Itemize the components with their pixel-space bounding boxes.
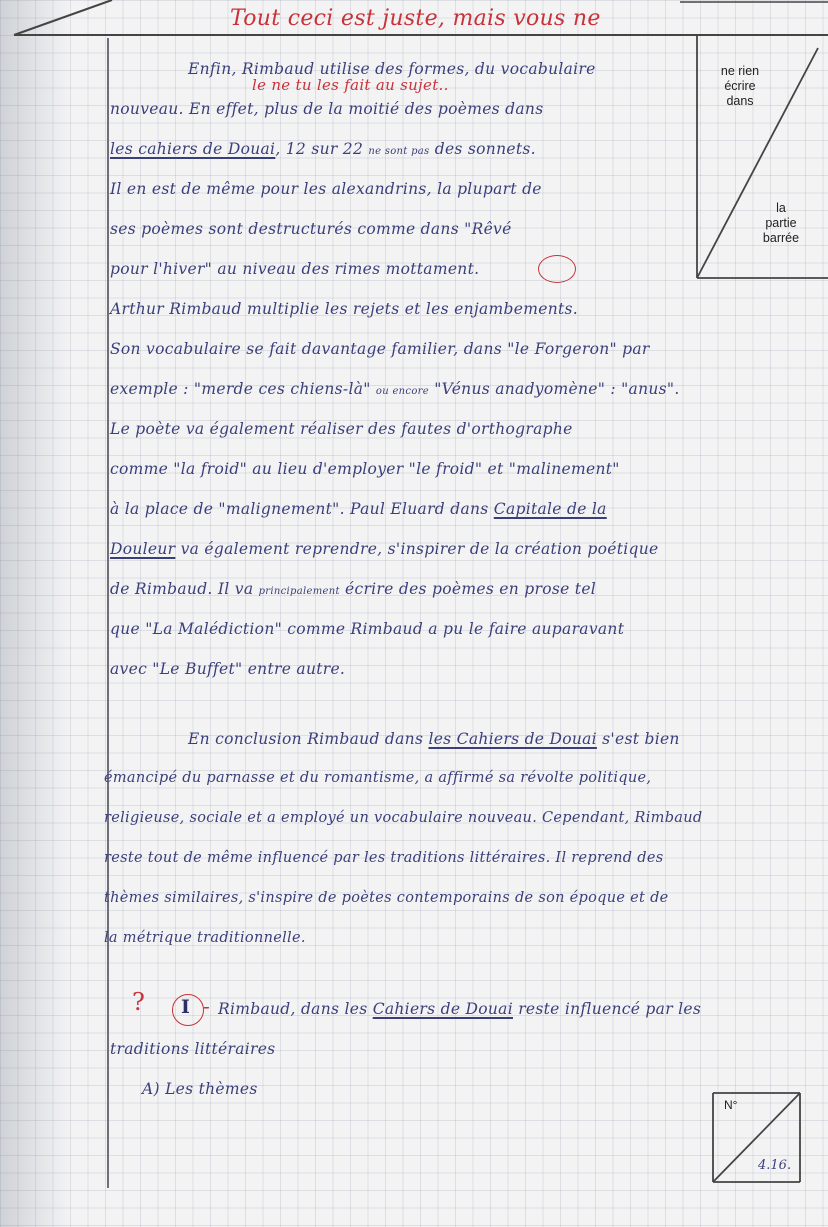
p1-line-16: avec "Le Buffet" entre autre. — [110, 660, 346, 678]
part1-title-c: reste influencé par les — [518, 1000, 702, 1018]
p1-line-4: Il en est de même pour les alexandrins, la plupart de — [110, 180, 542, 198]
p1-line-7: Arthur Rimbaud multiplie les rejets et les enjambements. — [110, 300, 578, 318]
p1-line-14 — [110, 580, 596, 598]
barred-line-2: partie — [765, 216, 797, 230]
p1-line-15: que "La Malédiction" comme Rimbaud a pu le faire auparavant — [110, 620, 625, 638]
title-cahiers-de-douai: les cahiers de Douai — [110, 140, 276, 158]
title-capitale-de-la: Capitale de la — [493, 500, 607, 518]
p1-line-14-c: écrire des poèmes en prose tel — [345, 580, 597, 598]
page-number-label: N° — [724, 1098, 738, 1112]
no-write-line-3: dans — [726, 94, 754, 108]
part1-title-line-2: traditions littéraires — [110, 1040, 276, 1058]
barred-area-label — [748, 201, 814, 246]
teacher-comment-inline: le ne tu les fait au sujet.. — [252, 76, 449, 94]
p1-line-3-insert: ne sont pas — [368, 146, 430, 157]
p1-line-14-insert: principalement — [258, 586, 340, 597]
p1-line-3-count: , 12 sur 22 — [275, 140, 364, 158]
p1-line-14-a: de Rimbaud. Il va — [110, 580, 254, 598]
conclusion-line-1 — [188, 730, 680, 748]
part1-title-a: Rimbaud, dans les — [218, 1000, 368, 1018]
p1-line-5: ses poèmes sont destructurés comme dans "Rêvé — [110, 220, 512, 238]
barred-line-1: la — [776, 201, 786, 215]
title-cahiers-de-douai-2: les Cahiers de Douai — [428, 730, 597, 748]
part1-title-line-1 — [218, 1000, 701, 1018]
page-number-value: 4.16. — [758, 1158, 792, 1173]
conclusion-line-6: la métrique traditionnelle. — [104, 930, 306, 946]
conclusion-line-1-c: s'est bien — [602, 730, 680, 748]
p1-line-9-c: "Vénus anadyomène" : "anus". — [434, 380, 680, 398]
p1-line-13 — [110, 540, 659, 558]
p1-line-12-a: à la place de "malignement". Paul Eluard dans — [110, 500, 489, 518]
conclusion-line-4: reste tout de même influencé par les traditions littéraires. Il reprend des — [104, 850, 664, 866]
p1-line-13-b: va également reprendre, s'inspirer de la création poétique — [180, 540, 659, 558]
barred-line-3: barrée — [762, 231, 800, 245]
teacher-question-mark: ? — [132, 988, 146, 1016]
conclusion-line-1-a: En conclusion Rimbaud dans — [188, 730, 424, 748]
p1-line-10: Le poète va également réaliser des fautes d'orthographe — [110, 420, 573, 438]
no-write-box-label — [700, 64, 780, 109]
title-cahiers-de-douai-3: Cahiers de Douai — [372, 1000, 513, 1018]
p1-line-3 — [110, 140, 536, 158]
no-write-line-1: ne rien — [720, 64, 760, 78]
p1-line-9-a: exemple : "merde ces chiens-là" — [110, 380, 371, 398]
numeral-arrow: - — [203, 994, 211, 1018]
p1-line-1: Enfin, Rimbaud utilise des formes, du vocabulaire — [188, 60, 596, 78]
subsection-a-title: A) Les thèmes — [142, 1080, 258, 1098]
p1-line-8: Son vocabulaire se fait davantage familier, dans "le Forgeron" par — [110, 340, 650, 358]
conclusion-line-2: émancipé du parnasse et du romantisme, a affirmé sa révolte politique, — [104, 770, 652, 786]
p1-line-9-insert: ou encore — [375, 386, 429, 397]
p1-line-12 — [110, 500, 607, 518]
p1-line-11: comme "la froid" au lieu d'employer "le froid" et "malinement" — [110, 460, 620, 478]
teacher-circle-mark — [538, 255, 576, 283]
title-douleur: Douleur — [110, 540, 176, 558]
p1-line-3-end: des sonnets. — [434, 140, 536, 158]
conclusion-line-3: religieuse, sociale et a employé un vocabulaire nouveau. Cependant, Rimbaud — [104, 810, 703, 826]
p1-line-9 — [110, 380, 680, 398]
part-numeral: I — [181, 996, 191, 1018]
teacher-comment-header: Tout ceci est juste, mais vous ne — [230, 6, 601, 31]
p1-line-6: pour l'hiver" au niveau des rimes mottament. — [110, 260, 480, 278]
no-write-line-2: écrire — [724, 79, 756, 93]
p1-line-2: nouveau. En effet, plus de la moitié des poèmes dans — [110, 100, 544, 118]
conclusion-line-5: thèmes similaires, s'inspire de poètes contemporains de son époque et de — [104, 890, 669, 906]
